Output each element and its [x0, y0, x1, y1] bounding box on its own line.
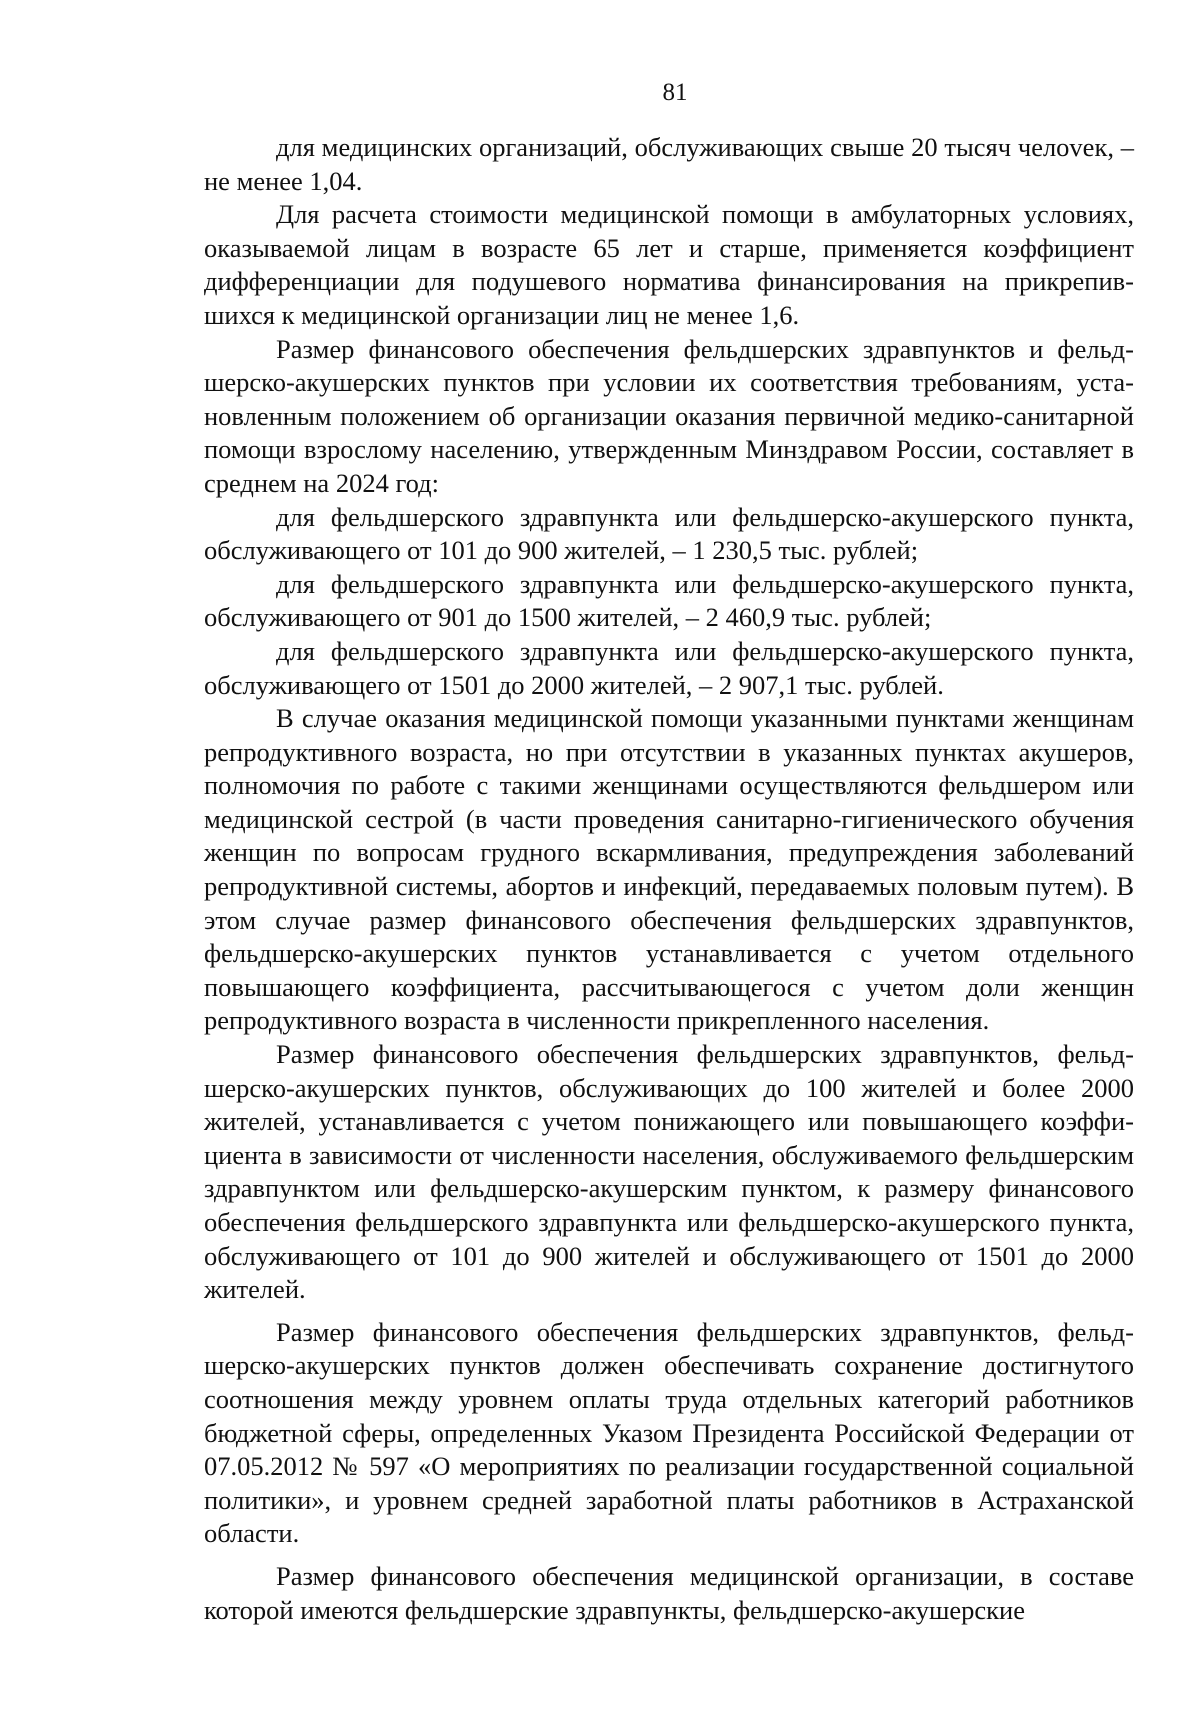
paragraph: Размер финансового обеспечения фельдшерских здравпунктов, фельдшерско-акушерских пунктов должен обеспечивать сохранение достигнутого соотношения между уровнем оплаты труда отдельных категорий работников бюджетной сферы, определенных Указом Президента Российской Федерации от 07.05.2012 № 597 «О мероприятиях по реализации государственной социальной политики», и уровнем средней заработной платы работников в Астраханской области. — [204, 1316, 1134, 1549]
paragraph: Размер финансового обеспечения фельдшерских здравпунктов, фельдшерско-акушерских пунктов, обслуживающих до 100 жителей и более 2000 жителей, устанавливается с учетом понижающего или повышающего коэффициента в зависимости от численности населения, обслуживаемого фельдшерским здравпунктом или фельдшерско-акушерским пунктом, к размеру финансового обеспечения фельдшерского здравпункта или фельдшерско-акушерского пункта, обслуживающего от 101 до 900 жителей и обслуживающего от 1501 до 2000 жителей. — [204, 1039, 1134, 1305]
paragraph: для медицинских организаций, обслуживающих свыше 20 тысяч челоvек, – не менее 1,04. — [204, 132, 1134, 196]
document-body — [204, 131, 1134, 1627]
paragraph: Размер финансового обеспечения фельдшерских здравпунктов и фельдшерско-акушерских пунктов при условии их соответствия требованиям, установленным положением об организации оказания первичной медико-санитарной помощи взрослому населению, утвержденным Минздравом России, составляет в среднем на 2024 год: — [204, 333, 1134, 498]
page-number: 81 — [662, 79, 688, 106]
paragraph: Для расчета стоимости медицинской помощи в амбулаторных условиях, оказываемой лицам в возрасте 65 лет и старше, применяется коэффициент дифференциации для подушевого норматива финансирования на прикрепившихся к медицинской организации лиц не менее 1,6. — [204, 199, 1134, 330]
paragraph: для фельдшерского здравпункта или фельдшерско-акушерского пункта, обслуживающего от 1501 до 2000 жителей, – 2 907,1 тыс. рублей. — [204, 635, 1134, 700]
paragraph: для фельдшерского здравпункта или фельдшерско-акушерского пункта, обслуживающего от 101 до 900 жителей, – 1 230,5 тыс. рублей; — [204, 501, 1134, 566]
paragraph: для фельдшерского здравпункта или фельдшерско-акушерского пункта, обслуживающего от 901 до 1500 жителей, – 2 460,9 тыс. рублей; — [204, 568, 1134, 633]
paragraph: В случае оказания медицинской помощи указанными пунктами женщинам репродуктивного возраста, но при отсутствии в указанных пунктах акушеров, полномочия по работе с такими женщинами осуществляются фельдшером или медицинской сестрой (в части проведения санитарно-гигиенического обучения женщин по вопросам грудного вскармливания, предупреждения заболеваний репродуктивной системы, абортов и инфекций, передаваемых половым путем). В этом случае размер финансового обеспечения фельдшерских здравпунктов, фельдшерско-акушерских пунктов устанавливается с учетом отдельного повышающего коэффициента, рассчитывающегося с учетом доли женщин репродуктивного возраста в численности прикрепленного населения. — [204, 703, 1134, 1036]
paragraph: Размер финансового обеспечения медицинской организации, в составе которой имеются фельдшерские здравпункты, фельдшерско-акушерские — [204, 1560, 1134, 1625]
